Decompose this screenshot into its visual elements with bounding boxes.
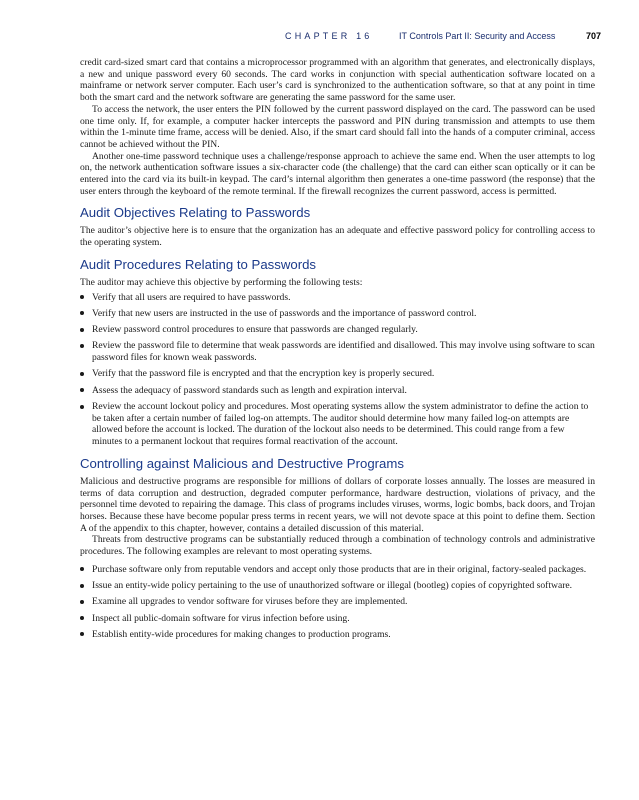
bullet-icon [80, 328, 84, 332]
bullet-icon [80, 372, 84, 376]
bullet-icon [80, 295, 84, 299]
bullet-icon [80, 584, 84, 588]
list-item [80, 385, 595, 397]
paragraph: To access the network, the user enters the PIN followed by the current password displayed on the card. The password can be used one time only. If, for example, a computer hacker intercepts the password and PIN during transmission and attempts to use them within the 1-minute time frame, access will be denied. Also, if the smart card should fall into the hands of a computer criminal, access cannot be achieved without the PIN. [80, 103, 595, 150]
bullet-icon [80, 344, 84, 348]
list-item-text: Issue an entity-wide policy pertaining to the use of unauthorized software or illegal (bootleg) copies of copyrighted software. [92, 580, 573, 592]
list-item [80, 613, 595, 625]
list-item [80, 596, 595, 608]
running-header [80, 31, 601, 45]
controls-list [80, 564, 595, 641]
paragraph: Malicious and destructive programs are responsible for millions of dollars of corporate losses annually. The losses are measured in terms of data corruption and destruction, degraded computer performance, hardware destruction, violations of privacy, and the personnel time devoted to repairing the damage. This class of programs includes viruses, worms, logic bombs, back doors, and Trojan horses. Because these have become popular press terms in recent years, we will not devote space at this point to define them. Section A of the appendix to this chapter, however, contains a detailed discussion of this material. [80, 475, 595, 534]
bullet-icon [80, 600, 84, 604]
list-item-text: Review the account lockout policy and procedures. Most operating systems allow the system administrator to define the action to be taken after a certain number of failed log-on attempts. The auditor should determine how many failed log-on attempts are allowed before the account is locked. The duration of the lockout also needs to be determined. This could range from a few minutes to a permanent lockout that requires formal reactivation of the account. [92, 401, 589, 448]
list-item [80, 580, 595, 592]
list-item-text: Review the password file to determine that weak passwords are identified and disallowed. This may involve using software to scan password files for known weak passwords. [92, 340, 595, 364]
running-title: IT Controls Part II: Security and Access [399, 31, 556, 41]
list-item [80, 292, 595, 304]
list-item [80, 629, 595, 641]
list-item [80, 308, 595, 320]
paragraph: credit card-sized smart card that contains a microprocessor programmed with an algorithm that generates, and electronically displays, a new and unique password every 60 seconds. The card works in conjunction with special authentication software located on a mainframe or network server computer. Each user’s card is synchronized to the authentication software, so that at any point in time both the smart card and the network software are generating the same password for the same user. [80, 57, 595, 104]
list-item [80, 340, 595, 363]
section-heading-audit-objectives: Audit Objectives Relating to Passwords [80, 205, 311, 221]
paragraph: The auditor may achieve this objective by performing the following tests: [80, 276, 363, 288]
list-item [80, 368, 595, 380]
list-item-text: Inspect all public-domain software for virus infection before using. [92, 612, 350, 624]
list-item-text: Verify that new users are instructed in the use of passwords and the importance of password control. [92, 307, 477, 319]
list-item [80, 324, 595, 336]
bullet-icon [80, 388, 84, 392]
bullet-icon [80, 632, 84, 636]
list-item-text: Verify that all users are required to have passwords. [92, 291, 291, 303]
page-number: 707 [585, 31, 601, 41]
list-item [80, 564, 595, 576]
paragraph: The auditor’s objective here is to ensure that the organization has an adequate and effective password policy for controlling access to the operating system. [80, 225, 595, 249]
list-item-text: Verify that the password file is encrypted and that the encryption key is properly secured. [92, 368, 435, 380]
bullet-icon [80, 567, 84, 571]
list-item-text: Purchase software only from reputable vendors and accept only those products that are in their original, factory-sealed packages. [92, 563, 587, 575]
list-item-text: Examine all upgrades to vendor software for viruses before they are implemented. [92, 596, 408, 608]
paragraph: Another one-time password technique uses a challenge/response approach to achieve the same end. When the user attempts to log on, the network authentication software issues a six-character code (the challenge) that the card can either scan optically or it can be entered into the card via its built-in keypad. The card’s internal algorithm then generates a one-time password (the response) that the user enters through the keyboard of the remote terminal. If the firewall recognizes the current password, access is permitted. [80, 150, 595, 197]
section-heading-malicious-programs: Controlling against Malicious and Destructive Programs [80, 455, 404, 471]
list-item-text: Assess the adequacy of password standards such as length and expiration interval. [92, 384, 407, 396]
bullet-icon [80, 311, 84, 315]
procedures-list [80, 292, 595, 448]
chapter-label: CHAPTER 16 [285, 31, 373, 41]
bullet-icon [80, 405, 84, 409]
list-item-text: Review password control procedures to ensure that passwords are changed regularly. [92, 324, 418, 336]
page-body [80, 57, 595, 645]
bullet-icon [80, 616, 84, 620]
section-heading-audit-procedures: Audit Procedures Relating to Passwords [80, 256, 317, 272]
paragraph: Threats from destructive programs can be substantially reduced through a combination of technology controls and administrative procedures. The following examples are relevant to most operating systems. [80, 534, 595, 558]
list-item-text: Establish entity-wide procedures for making changes to production programs. [92, 628, 391, 640]
list-item [80, 401, 595, 448]
